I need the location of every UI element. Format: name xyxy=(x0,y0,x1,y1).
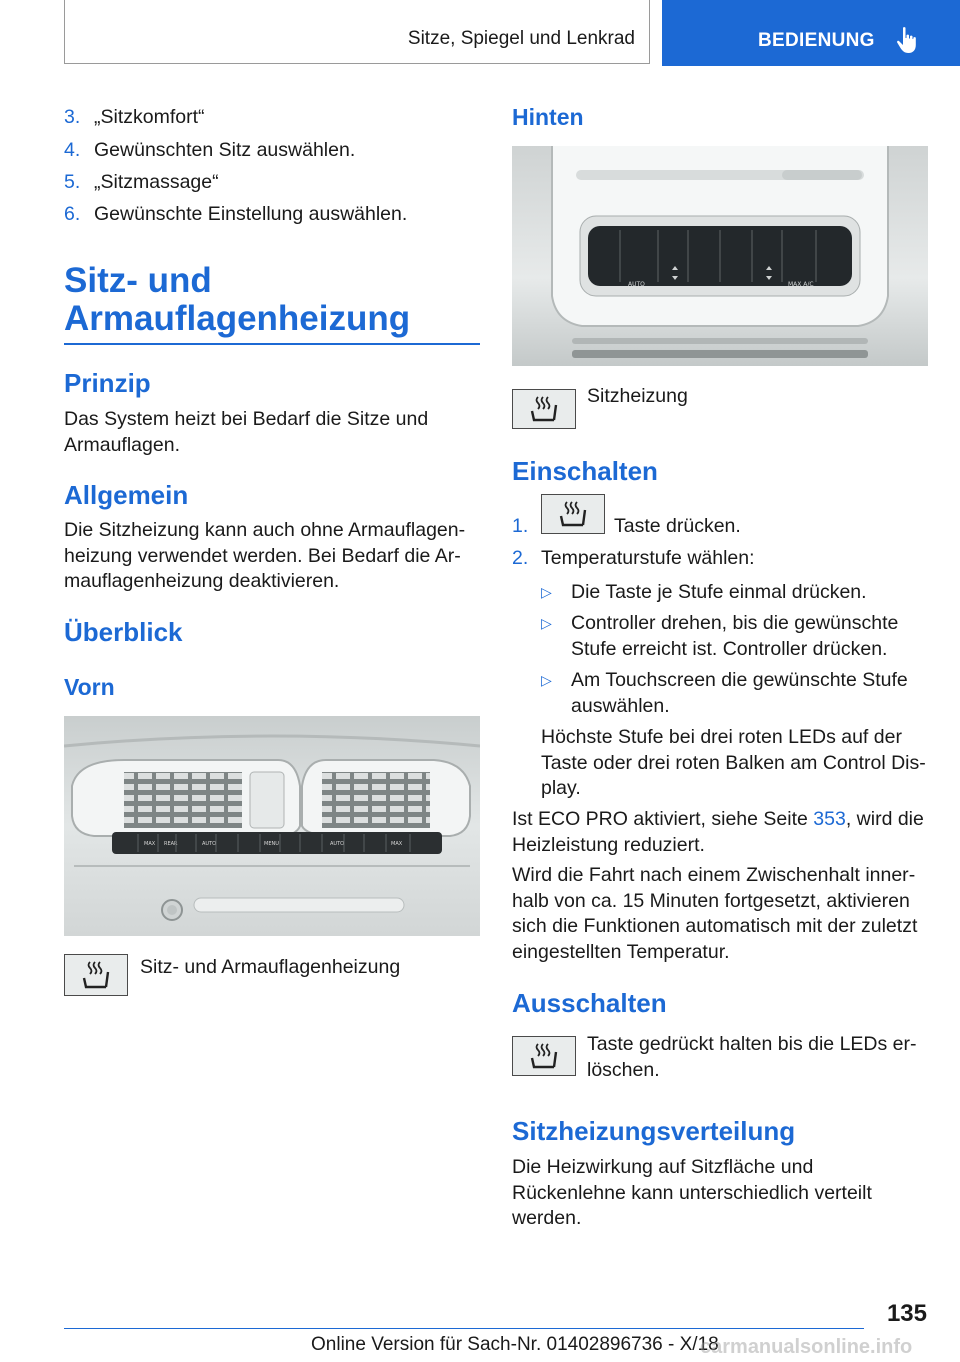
panel-label: MAX xyxy=(144,841,156,847)
hoechste-stufe-text: Höchste Stufe bei drei roten LEDs auf der Taste oder drei roten Balken am Control Display. xyxy=(541,726,926,799)
hand-pointer-icon xyxy=(896,26,918,54)
step1-text: Taste drücken. xyxy=(614,515,741,537)
panel-label: AUTO xyxy=(628,281,645,288)
header-section-title: Sitze, Spiegel und Lenkrad xyxy=(407,28,635,49)
triangle-bullet-icon: ▷ xyxy=(541,672,552,688)
page-link-353[interactable]: 353 xyxy=(813,808,846,830)
rear-icon-caption: Sitzheizung xyxy=(587,385,688,407)
panel-label: REAR xyxy=(164,841,178,847)
prinzip-text: Das System heizt bei Bedarf die Sitze und Armauflagen. xyxy=(64,408,429,456)
heading-allgemein: Allgemein xyxy=(64,480,189,510)
page-title: Sitz- und Armauflagenheizung xyxy=(64,261,411,338)
heading-ausschalten: Ausschalten xyxy=(512,988,667,1018)
seat-heating-button-icon xyxy=(541,494,605,534)
watermark: carmanualsonline.info xyxy=(700,1336,913,1358)
seat-heating-button-icon xyxy=(512,1036,576,1076)
front-icon-caption: Sitz- und Armauflagenheizung xyxy=(140,956,401,978)
eco-pro-text: Ist ECO PRO aktiviert, siehe Seite 353, wird die Heizleistung reduziert. xyxy=(512,808,924,856)
footer-online-version: Online Version für Sach-Nr. 01402896736 - X/18 xyxy=(311,1334,719,1355)
heading-vorn: Vorn xyxy=(64,674,115,700)
seat-heating-icon xyxy=(512,389,576,429)
triangle-bullet-icon: ▷ xyxy=(541,615,552,631)
verteilung-text: Die Heizwirkung auf Sitzfläche und Rückenlehne kann unterschiedlich verteilt werden. xyxy=(512,1156,872,1229)
header-tab-bedienung[interactable] xyxy=(662,0,960,66)
fahrt-text: Wird die Fahrt nach einem Zwischenhalt innerhalb von ca. 15 Minuten fortgesetzt, aktivieren sich die Funktionen automatisch mit der zuletzt eingestellten Temperatur. xyxy=(512,864,918,963)
header-tab-label: BEDIENUNG xyxy=(758,30,875,51)
heading-sitzheizungsverteilung: Sitzheizungsverteilung xyxy=(512,1116,796,1146)
page-number: 135 xyxy=(886,1300,927,1327)
header-section-box xyxy=(64,0,650,64)
front-climate-panel-image xyxy=(64,716,480,936)
title-divider xyxy=(64,343,480,345)
panel-label: MAX xyxy=(391,841,403,847)
panel-label: AUTO xyxy=(202,841,217,847)
panel-label: MAX A/C xyxy=(788,281,814,288)
heading-ueberblick: Überblick xyxy=(64,617,183,647)
heading-hinten: Hinten xyxy=(512,104,584,130)
heading-prinzip: Prinzip xyxy=(64,368,151,398)
triangle-bullet-icon: ▷ xyxy=(541,584,552,600)
allgemein-text: Die Sitzheizung kann auch ohne Armauflagenheizung verwendet werden. Bei Bedarf die Armauflagenheizung deaktivieren. xyxy=(64,519,466,592)
footer-divider xyxy=(64,1328,864,1329)
seat-armrest-heating-icon xyxy=(64,954,128,996)
panel-label: AUTO xyxy=(330,841,345,847)
rear-climate-panel-image xyxy=(512,146,928,366)
heading-einschalten: Einschalten xyxy=(512,456,658,486)
panel-label: MENU xyxy=(264,841,279,847)
ausschalten-text: Taste gedrückt halten bis die LEDs erlöschen. xyxy=(587,1033,917,1081)
